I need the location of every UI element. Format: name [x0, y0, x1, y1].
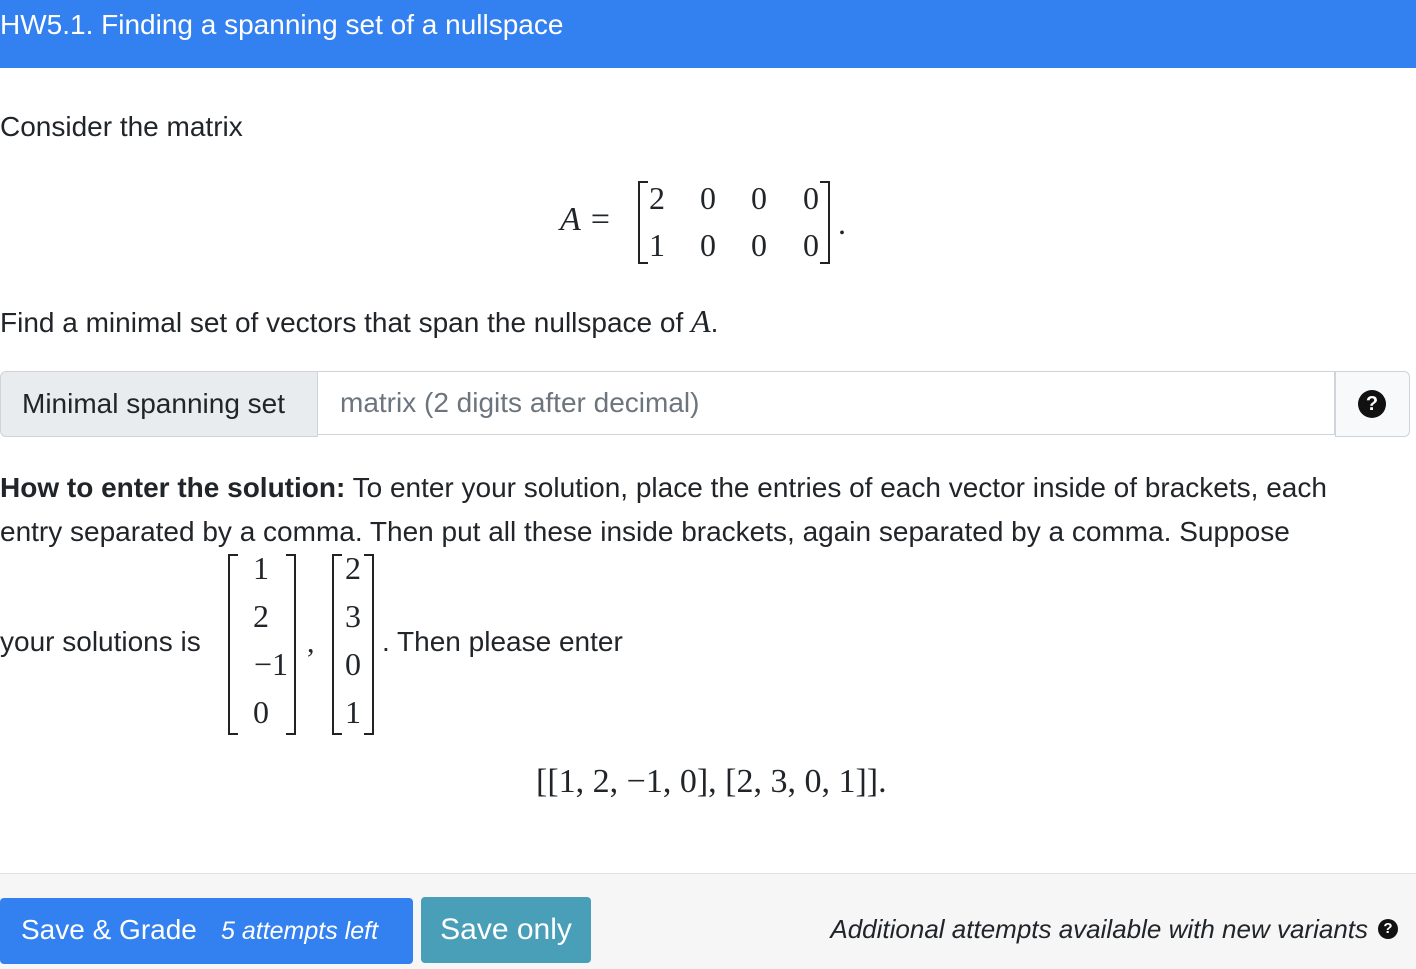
matrix-cell: 0: [803, 180, 819, 216]
matrix-cell: 0: [700, 180, 716, 216]
answer-input[interactable]: [317, 371, 1335, 435]
question-circle-icon[interactable]: ?: [1378, 919, 1398, 939]
intro-text: Consider the matrix: [0, 111, 243, 142]
matrix-cell: 2: [649, 180, 665, 216]
example-answer: [[1, 2, −1, 0], [2, 3, 0, 1]].: [536, 763, 887, 800]
vector-entry: 0: [253, 694, 269, 730]
vector-entry: 3: [345, 598, 361, 634]
question-header: [0, 0, 1416, 68]
matrix-cell: 0: [803, 227, 819, 263]
matrix-cell: 1: [649, 227, 665, 263]
save-only-button[interactable]: Save only: [421, 897, 591, 963]
answer-input-group: [0, 371, 1409, 437]
matrix-cell: 0: [751, 180, 767, 216]
instructions-line-1: How to enter the solution: To enter your solution, place the entries of each vector inside of brackets, each: [0, 472, 1327, 503]
vector-entry: 2: [345, 550, 361, 586]
attempts-left: 5 attempts left: [221, 917, 379, 945]
question-circle-icon: ?: [1358, 390, 1386, 418]
answer-label: Minimal spanning set: [0, 371, 318, 437]
vector-entry: −1: [253, 646, 288, 682]
vector-entry: 1: [253, 550, 269, 586]
vector-entry: 2: [253, 598, 269, 634]
matrix-cell: 0: [700, 227, 716, 263]
instructions-line-2: entry separated by a comma. Then put all these inside brackets, again separated by a comma. Suppose: [0, 516, 1290, 547]
example-suffix: . Then please enter: [382, 626, 623, 657]
matrix-lhs: A =: [560, 201, 612, 238]
matrix-period: .: [838, 205, 846, 241]
question-title: HW5.1. Finding a spanning set of a nullspace: [0, 9, 564, 40]
save-grade-button[interactable]: Save & Grade 5 attempts left: [0, 898, 413, 964]
example-prefix: your solutions is: [0, 626, 201, 657]
vector-entry: 0: [345, 646, 361, 682]
vector-entry: 1: [345, 694, 361, 730]
matrix-cell: 0: [751, 227, 767, 263]
answer-help-button[interactable]: [1335, 371, 1410, 437]
question-prompt: Find a minimal set of vectors that span the nullspace of A.: [0, 303, 719, 339]
vector-comma: ,: [307, 626, 315, 659]
submission-footer: [0, 873, 1416, 969]
attempts-note: Additional attempts available with new variants: [830, 914, 1368, 944]
